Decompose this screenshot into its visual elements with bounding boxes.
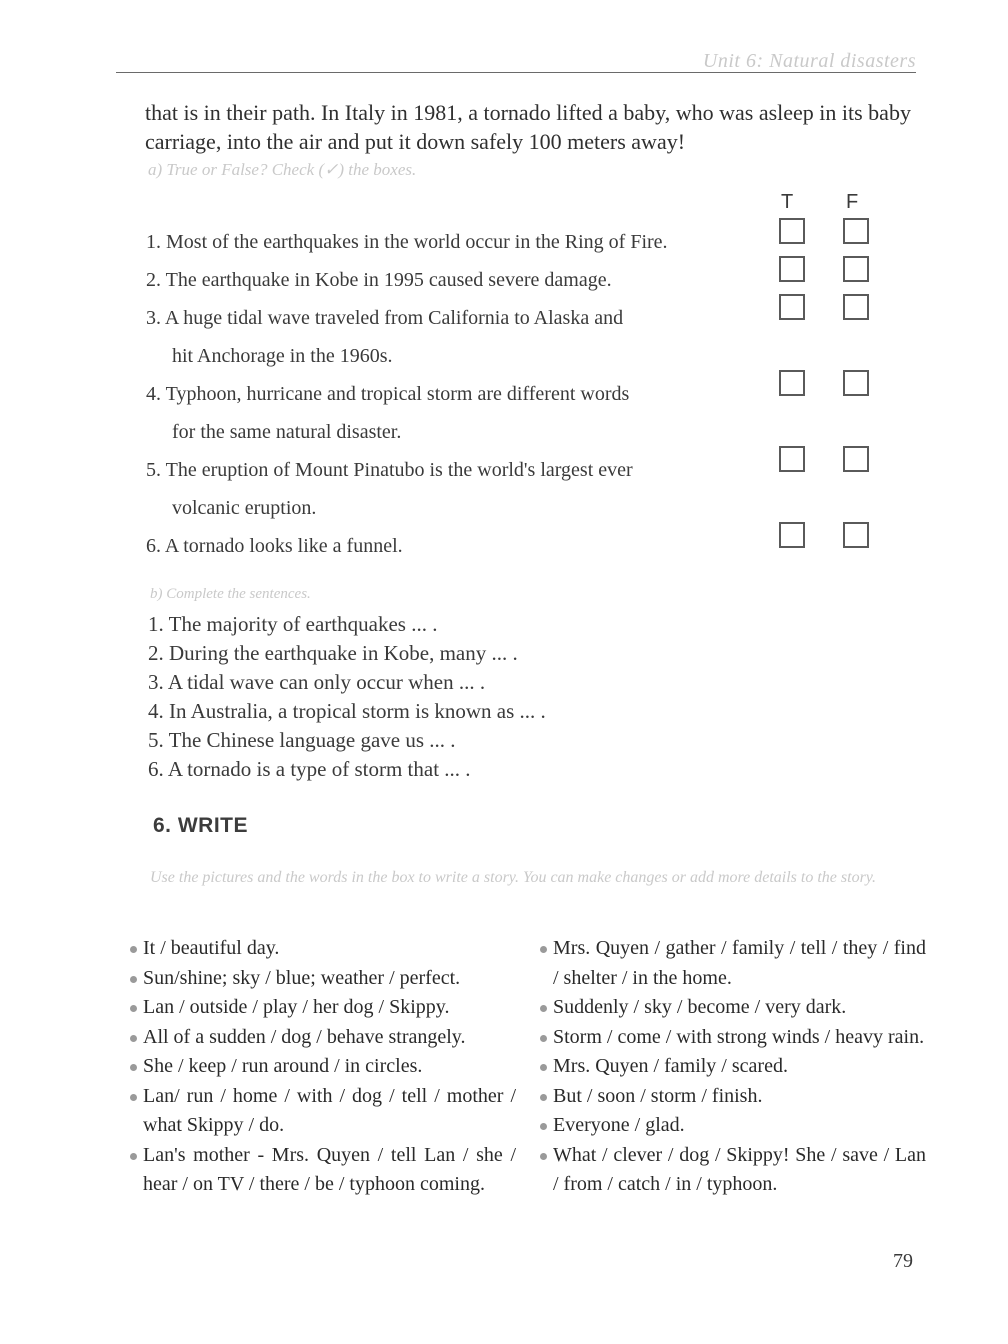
- prompt-text: What / clever / dog / Skippy! She / save / Lan / from / catch / in / typhoon.: [553, 1143, 926, 1195]
- prompt-column-right: [538, 934, 926, 1200]
- bullet-icon: [130, 946, 137, 953]
- tf-statement: [146, 451, 756, 527]
- tf-statement-continuation: volcanic eruption.: [172, 497, 317, 519]
- column-true-label: T: [781, 191, 794, 213]
- checkbox-false-6[interactable]: [843, 522, 869, 548]
- list-item: 1. The majority of earthquakes ... .: [148, 612, 438, 636]
- prompt-text: Suddenly / sky / become / very dark.: [553, 996, 847, 1018]
- bullet-icon: [540, 946, 547, 953]
- bullet-icon: [130, 1064, 137, 1071]
- checkbox-true-4[interactable]: [779, 370, 805, 396]
- checkbox-true-3[interactable]: [779, 294, 805, 320]
- list-item: 6. A tornado is a type of storm that ... .: [148, 757, 471, 781]
- prompt-item: [538, 1082, 926, 1112]
- prompt-text: Lan's mother - Mrs. Quyen / tell Lan / she / hear / on TV / there / be / typhoon coming.: [143, 1143, 516, 1195]
- tf-statement: [146, 223, 756, 261]
- checkbox-false-1[interactable]: [843, 218, 869, 244]
- prompt-item: [128, 1052, 516, 1082]
- tf-statement: [146, 527, 756, 565]
- section-title: 6. WRITE: [153, 814, 249, 837]
- prompt-item: [128, 993, 516, 1023]
- prompt-text: But / soon / storm / finish.: [553, 1084, 763, 1107]
- complete-sentences-list: [148, 610, 546, 784]
- bullet-icon: [540, 1035, 547, 1042]
- tf-statement-continuation: hit Anchorage in the 1960s.: [172, 345, 393, 367]
- list-item: 4. In Australia, a tropical storm is known as ... .: [148, 699, 546, 723]
- prompt-item: [538, 1111, 926, 1141]
- complete-instruction: b) Complete the sentences.: [150, 586, 311, 602]
- prompt-text: All of a sudden / dog / behave strangely.: [143, 1025, 466, 1048]
- column-false-label: F: [846, 191, 859, 213]
- true-false-instruction: a) True or False? Check (✓) the boxes.: [148, 160, 417, 179]
- list-item: 2. During the earthquake in Kobe, many ... .: [148, 641, 518, 665]
- prompt-text: Mrs. Quyen / family / scared.: [553, 1055, 788, 1077]
- prompt-column-left: [128, 934, 516, 1200]
- bullet-icon: [540, 1005, 547, 1012]
- tf-statement: [146, 261, 756, 299]
- bullet-icon: [130, 1035, 137, 1042]
- list-item: 3. A tidal wave can only occur when ... .: [148, 670, 486, 694]
- checkbox-false-5[interactable]: [843, 446, 869, 472]
- prompt-item: [128, 1141, 516, 1200]
- prompt-item: [538, 993, 926, 1023]
- bullet-icon: [130, 1153, 137, 1160]
- page-number: 79: [893, 1250, 913, 1272]
- tf-statement-text: 2. The earthquake in Kobe in 1995 caused severe damage.: [146, 269, 612, 291]
- bullet-icon: [540, 1123, 547, 1130]
- write-instruction: Use the pictures and the words in the box to write a story. You can make changes or add more details to the story.: [150, 869, 877, 886]
- prompt-text: Mrs. Quyen / gather / family / tell / they / find / shelter / in the home.: [553, 937, 926, 989]
- prompt-text: Storm / come / with strong winds / heavy rain.: [553, 1025, 925, 1048]
- tf-statement: [146, 375, 756, 451]
- bullet-icon: [130, 1094, 137, 1101]
- bullet-icon: [540, 1153, 547, 1160]
- checkbox-false-3[interactable]: [843, 294, 869, 320]
- prompt-item: [538, 934, 926, 993]
- tf-statement-text: 1. Most of the earthquakes in the world occur in the Ring of Fire.: [146, 231, 668, 253]
- prompt-item: [128, 1082, 516, 1141]
- checkbox-false-2[interactable]: [843, 256, 869, 282]
- bullet-icon: [130, 976, 137, 983]
- prompt-text: It / beautiful day.: [143, 937, 280, 959]
- bullet-icon: [540, 1094, 547, 1101]
- tf-statement-continuation: for the same natural disaster.: [172, 421, 402, 443]
- tf-statement-text: 3. A huge tidal wave traveled from California to Alaska and: [146, 307, 624, 329]
- prompt-text: Everyone / glad.: [553, 1114, 685, 1136]
- prompt-item: [128, 934, 516, 964]
- checkbox-true-6[interactable]: [779, 522, 805, 548]
- bullet-icon: [130, 1005, 137, 1012]
- checkbox-false-4[interactable]: [843, 370, 869, 396]
- prompt-item: [538, 1052, 926, 1082]
- prompt-item: [128, 1023, 516, 1053]
- prompt-text: Lan/ run / home / with / dog / tell / mother / what Skippy / do.: [143, 1084, 516, 1136]
- checkbox-true-2[interactable]: [779, 256, 805, 282]
- checkbox-true-1[interactable]: [779, 218, 805, 244]
- intro-paragraph: that is in their path. In Italy in 1981, a tornado lifted a baby, who was asleep in its baby carriage, into the air and put it down safely 100 meters away!: [145, 100, 911, 154]
- unit-title: Unit 6: Natural disasters: [702, 50, 916, 72]
- prompt-text: She / keep / run around / in circles.: [143, 1055, 423, 1077]
- tf-statement-text: 6. A tornado looks like a funnel.: [146, 535, 403, 557]
- bullet-icon: [540, 1064, 547, 1071]
- prompt-text: Sun/shine; sky / blue; weather / perfect.: [143, 966, 461, 989]
- prompt-item: [538, 1023, 926, 1053]
- header-divider: [116, 72, 916, 73]
- prompt-item: [538, 1141, 926, 1200]
- tf-statement: [146, 299, 756, 375]
- checkbox-true-5[interactable]: [779, 446, 805, 472]
- tf-statement-text: 5. The eruption of Mount Pinatubo is the world's largest ever: [146, 459, 633, 481]
- prompt-text: Lan / outside / play / her dog / Skippy.: [143, 996, 450, 1018]
- prompt-item: [128, 964, 516, 994]
- tf-statement-text: 4. Typhoon, hurricane and tropical storm are different words: [146, 383, 630, 405]
- list-item: 5. The Chinese language gave us ... .: [148, 728, 456, 752]
